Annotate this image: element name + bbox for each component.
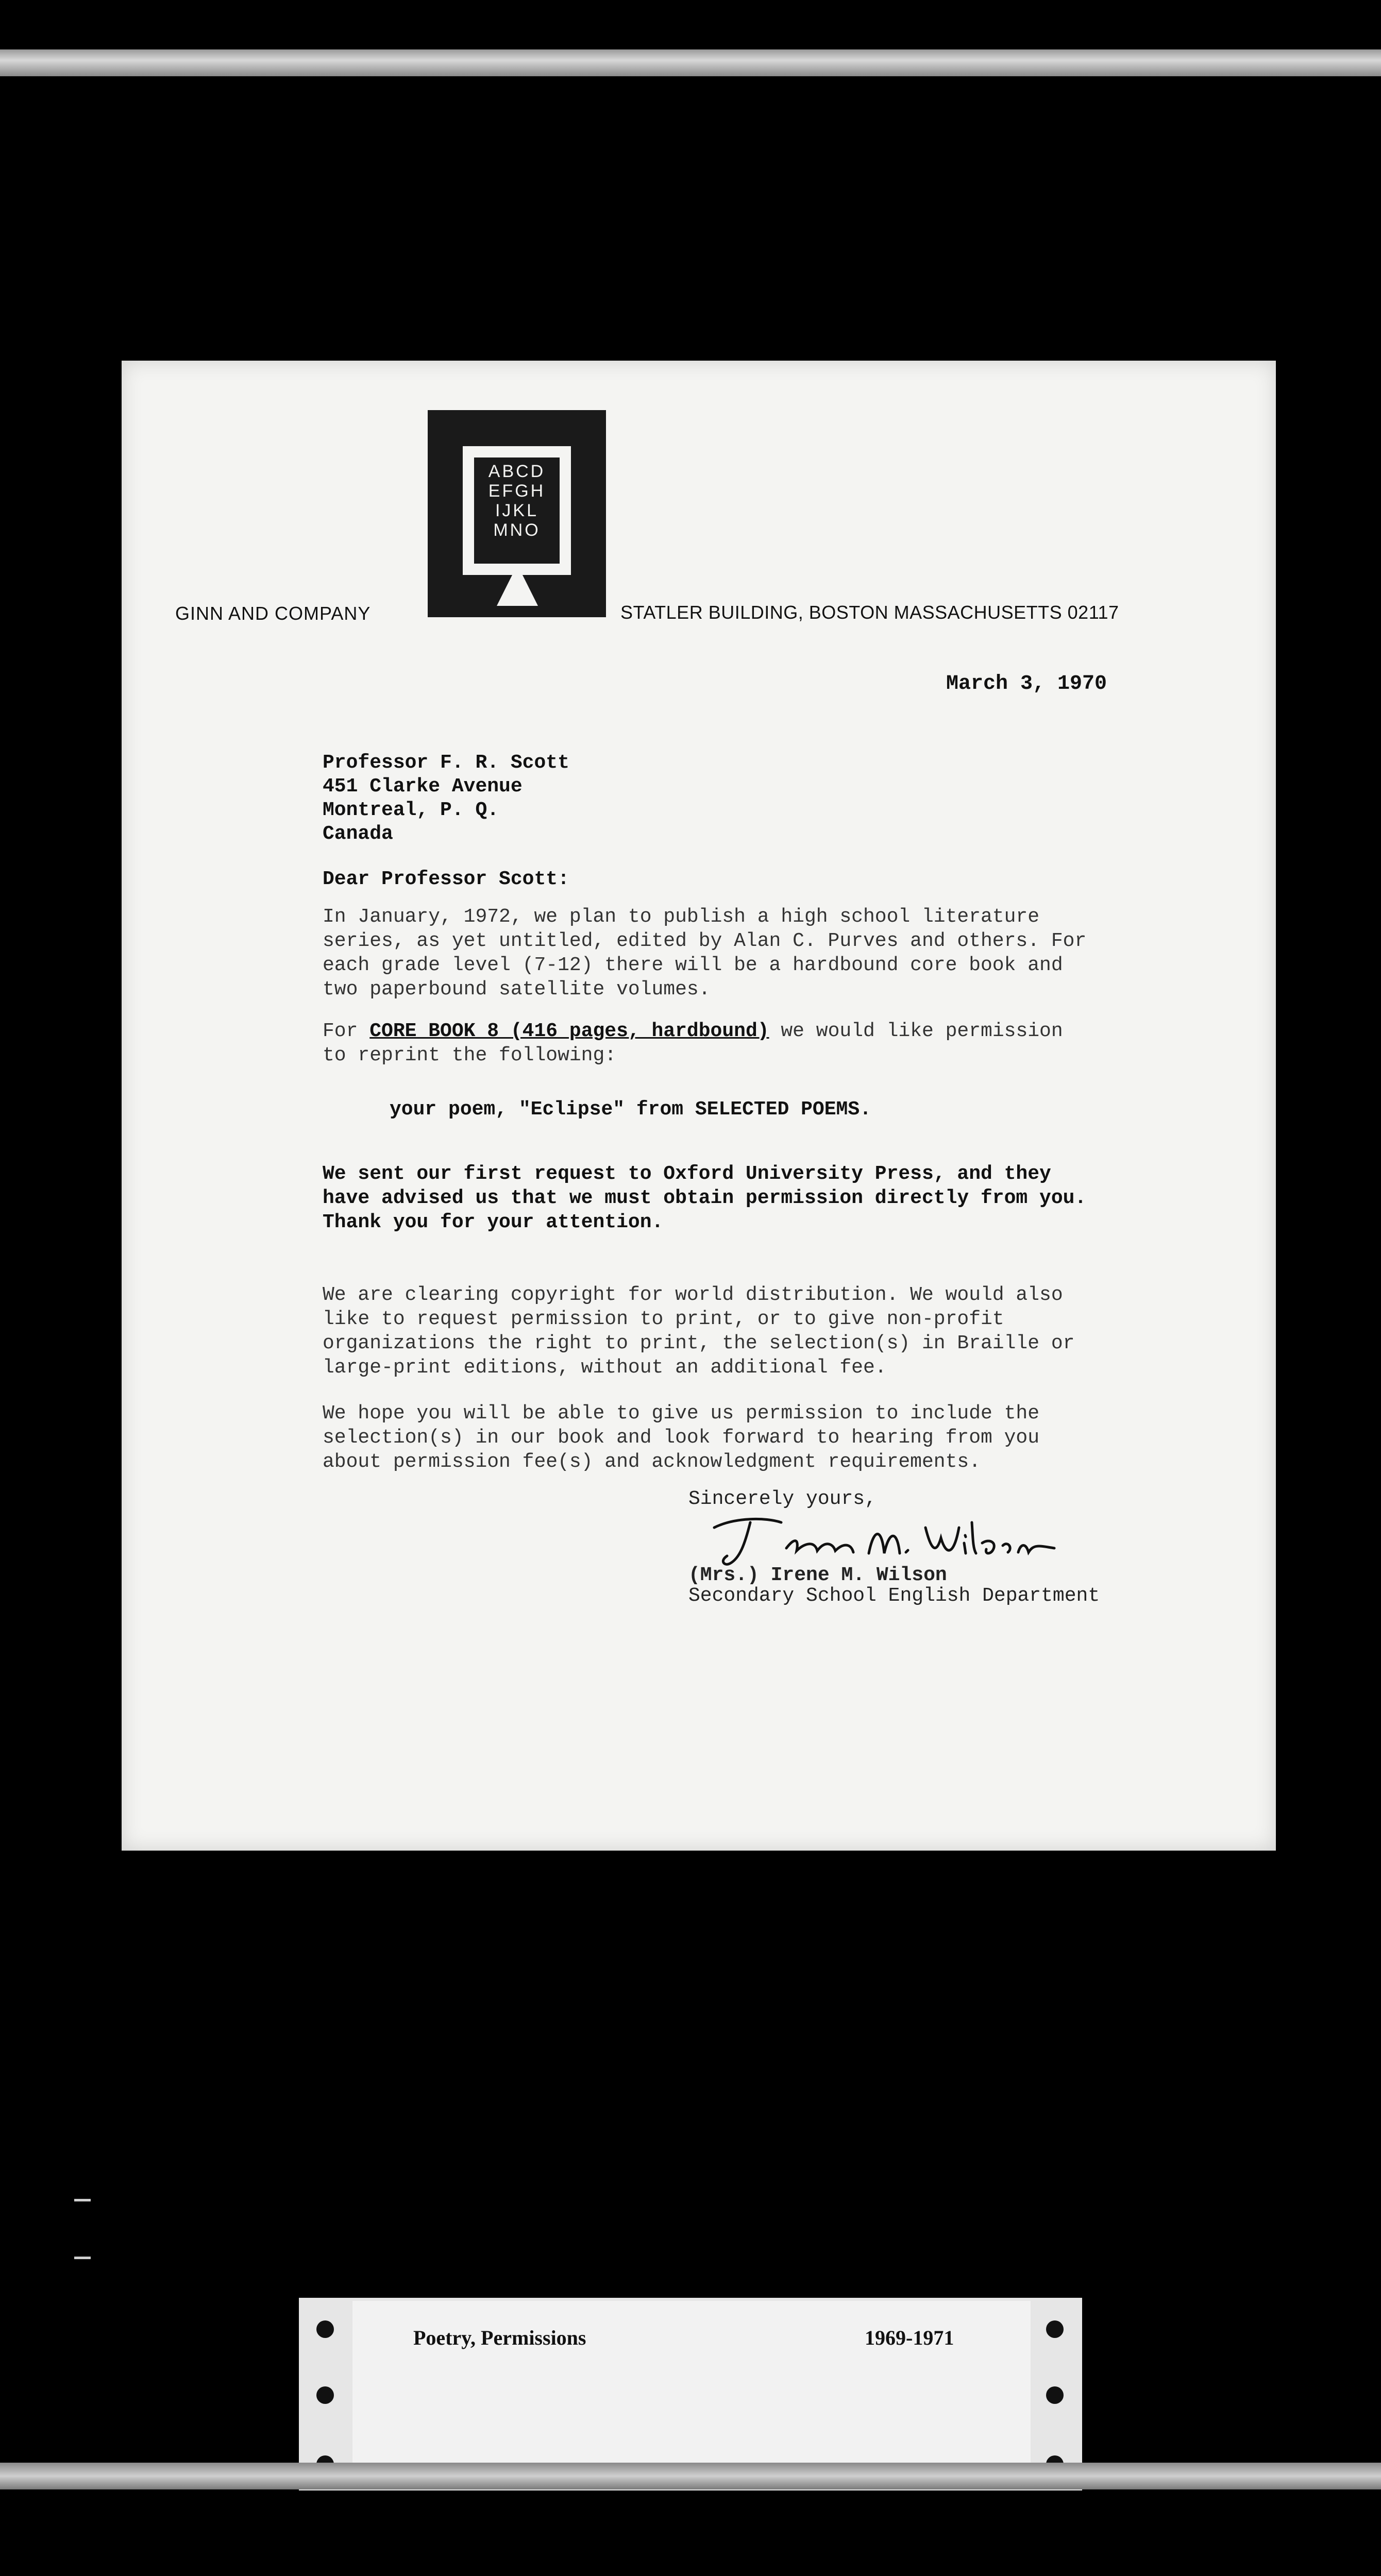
paragraph-oxford: We sent our first request to Oxford University Press, and they have advised us that we must obtain permission directly from you. Thank you for your attention. <box>323 1163 1087 1233</box>
request-prefix: For <box>323 1020 358 1042</box>
recipient-line: Professor F. R. Scott <box>323 752 569 774</box>
ginn-logo <box>428 410 606 617</box>
core-book-title: CORE BOOK 8 (416 pages, hardbound) <box>369 1020 769 1042</box>
logo-frame <box>463 446 571 575</box>
paragraph-intro: In January, 1972, we plan to publish a high school literature series, as yet untitled, edited by Alan C. Purves and others. For each grade level (7-12) there will be a hardbound core book and two paperbound satellite volumes. <box>323 906 1087 1001</box>
logo-letters-row: EFGH <box>488 481 546 501</box>
recipient-line: Canada <box>323 823 393 845</box>
recipient-address <box>323 751 569 846</box>
salutation: Dear Professor Scott: <box>323 868 569 890</box>
punch-hole <box>1046 2386 1064 2404</box>
signer-department: Secondary School English Department <box>688 1585 1100 1607</box>
logo-foot <box>497 565 538 606</box>
recipient-line: Montreal, P. Q. <box>323 799 499 821</box>
folder-years: 1969-1971 <box>865 2326 954 2349</box>
punch-hole <box>1046 2320 1064 2338</box>
punch-hole <box>316 2386 334 2404</box>
film-strip-bottom <box>0 2463 1381 2489</box>
folder-label-card <box>299 2298 1082 2490</box>
signer-name: (Mrs.) Irene M. Wilson <box>688 1564 947 1586</box>
edge-marker <box>74 2257 91 2259</box>
recipient-line: 451 Clarke Avenue <box>323 775 523 798</box>
paragraph-copyright: We are clearing copyright for world distribution. We would also like to request permission to print, or to give non-profit organizations the right to print, the selection(s) in Braille or large-print editions, without an additional fee. <box>323 1284 1075 1379</box>
punch-hole <box>316 2320 334 2338</box>
request-suffix: we would like permission to reprint the following: <box>323 1020 1063 1066</box>
selection-line: your poem, "Eclipse" from SELECTED POEMS. <box>390 1098 871 1121</box>
logo-letters-row: ABCD <box>488 462 546 481</box>
company-address: STATLER BUILDING, BOSTON MASSACHUSETTS 02117 <box>620 602 1119 623</box>
logo-letters-row: MNO <box>493 520 541 540</box>
folder-subject: Poetry, Permissions <box>413 2326 586 2349</box>
logo-letters <box>478 462 555 540</box>
company-name: GINN AND COMPANY <box>175 603 371 624</box>
signer-block <box>688 1565 1100 1606</box>
logo-letters-row: IJKL <box>495 501 539 520</box>
film-strip-top <box>0 49 1381 76</box>
paragraph-request <box>323 1019 1096 1067</box>
letter-date: March 3, 1970 <box>946 672 1107 696</box>
letter-page <box>122 361 1276 1851</box>
edge-marker <box>74 2199 91 2201</box>
closing: Sincerely yours, <box>688 1488 877 1510</box>
folder-label <box>352 2301 1031 2487</box>
paragraph-closing-request: We hope you will be able to give us permission to include the selection(s) in our book and look forward to hearing from you about permission fee(s) and acknowledgment requirements. <box>323 1402 1040 1473</box>
